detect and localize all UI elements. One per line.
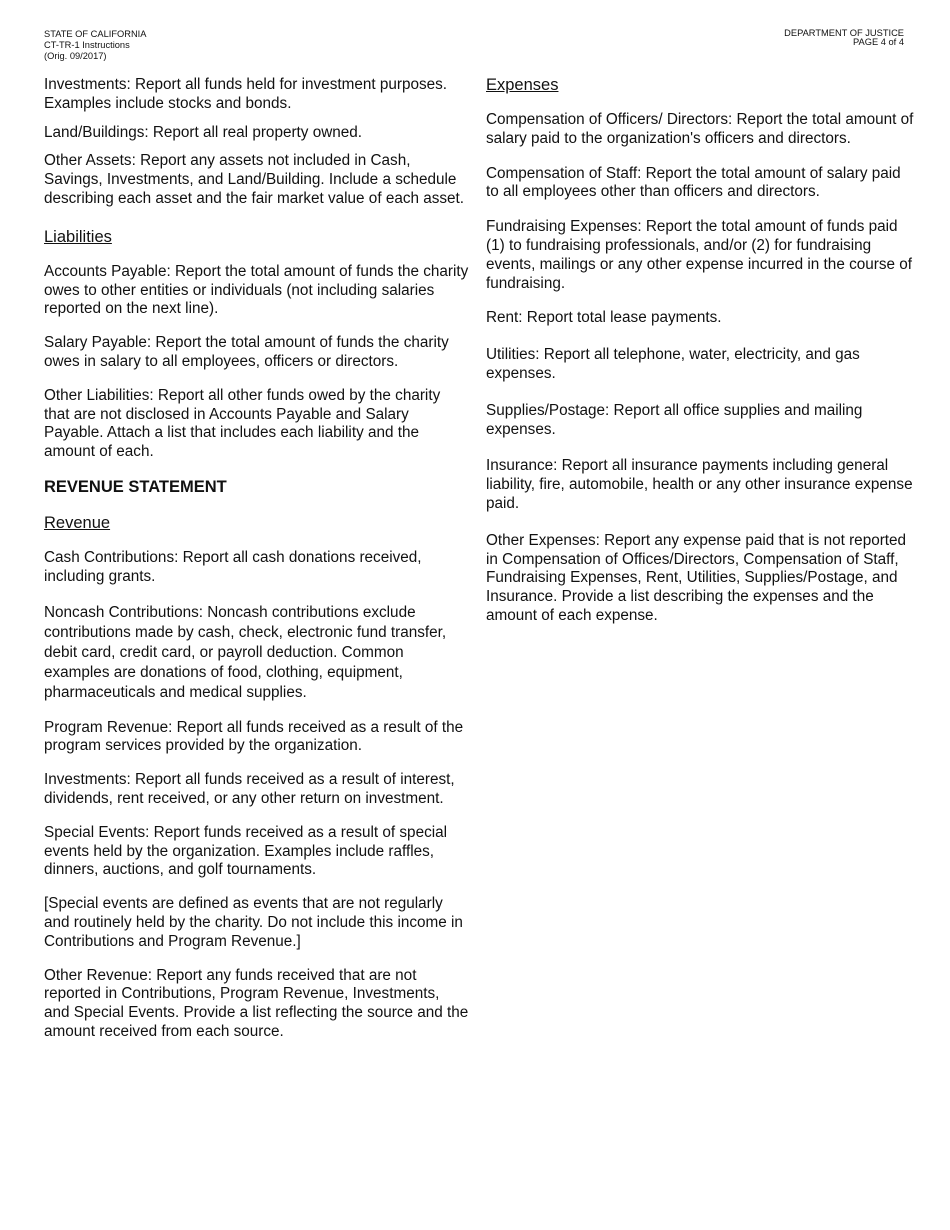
header-department: DEPARTMENT OF JUSTICE xyxy=(784,28,904,38)
right-column xyxy=(486,75,916,626)
revenue-heading: Revenue xyxy=(44,513,111,532)
revenue-program-revenue: Program Revenue: Report all funds received as a result of the program services provided by the organization. xyxy=(44,718,464,755)
header-form-id: CT-TR-1 Instructions xyxy=(44,39,130,50)
expenses-supplies-postage: Supplies/Postage: Report all office supplies and mailing expenses. xyxy=(486,401,863,438)
expenses-heading: Expenses xyxy=(486,76,559,94)
expenses-officer-compensation: Compensation of Officers/ Directors: Report the total amount of salary paid to the organization's officers and directors. xyxy=(486,111,914,147)
revenue-noncash-contributions: Noncash Contributions: Noncash contributions exclude contributions made by cash, check, electronic fund transfer, debit card, credit card, or payroll deduction. Common examples are donations of food, clothing, equipment, pharmaceuticals and medical supplies. xyxy=(44,603,447,701)
expenses-rent: Rent: Report total lease payments. xyxy=(486,309,722,327)
revenue-investments: Investments: Report all funds received as a result of interest, dividends, rent received, or any other return on investment. xyxy=(44,771,455,807)
liabilities-other: Other Liabilities: Report all other funds owed by the charity that are not disclosed in Accounts Payable and Salary Payable. Attach a list that includes each liability and the amount of each. xyxy=(44,386,441,461)
header-left xyxy=(44,29,146,61)
header-orig-date: (Orig. 09/2017) xyxy=(44,50,107,61)
expenses-fundraising: Fundraising Expenses: Report the total amount of funds paid (1) to fundraising professionals, and/or (2) for fundraising events, mailings or any other expense incurred in the course of fundraising. xyxy=(486,218,912,292)
left-column xyxy=(44,76,469,1042)
revenue-special-events-note: [Special events are defined as events that are not regularly and routinely held by the charity. Do not include this income in Contributions and Program Revenue.] xyxy=(44,895,463,950)
revenue-statement-heading: REVENUE STATEMENT xyxy=(44,477,227,496)
assets-investments: Investments: Report all funds held for investment purposes. Examples include stocks and bonds. xyxy=(44,76,448,112)
expenses-other: Other Expenses: Report any expense paid that is not reported in Compensation of Offices/Directors, Compensation of Staff, Fundraising Expenses, Rent, Utilities, Supplies/Postage, and Insurance. Provide a list describing the expenses and the amount of each expense. xyxy=(486,531,907,624)
revenue-special-events: Special Events: Report funds received as a result of special events held by the organization. Examples include raffles, dinners, auctions, and golf tournaments. xyxy=(44,823,448,879)
expenses-utilities: Utilities: Report all telephone, water, electricity, and gas expenses. xyxy=(486,346,860,382)
liabilities-salary-payable: Salary Payable: Report the total amount of funds the charity owes in salary to all employees, officers or directors. xyxy=(44,334,449,370)
assets-other: Other Assets: Report any assets not included in Cash, Savings, Investments, and Land/Building. Include a schedule describing each asset and the fair market value of each asset. xyxy=(44,152,465,207)
expenses-staff-compensation: Compensation of Staff: Report the total amount of salary paid to all employees other than officers and directors. xyxy=(486,164,901,201)
expenses-insurance: Insurance: Report all insurance payments including general liability, fire, automobile, health or any other insurance expense paid. xyxy=(486,457,913,512)
header-page-number: PAGE 4 of 4 xyxy=(853,36,904,47)
revenue-cash-contributions: Cash Contributions: Report all cash donations received, including grants. xyxy=(44,548,422,585)
header-state: STATE OF CALIFORNIA xyxy=(44,29,147,39)
revenue-other: Other Revenue: Report any funds received that are not reported in Contributions, Program Revenue, Investments, and Special Events. Provide a list reflecting the source and the amount received from each source. xyxy=(44,966,469,1040)
header-right xyxy=(784,29,904,46)
assets-land-buildings: Land/Buildings: Report all real property owned. xyxy=(44,123,363,141)
liabilities-heading: Liabilities xyxy=(44,227,112,246)
liabilities-accounts-payable: Accounts Payable: Report the total amount of funds the charity owes to other entities or individuals (not including salaries reported on the next line). xyxy=(44,262,469,318)
